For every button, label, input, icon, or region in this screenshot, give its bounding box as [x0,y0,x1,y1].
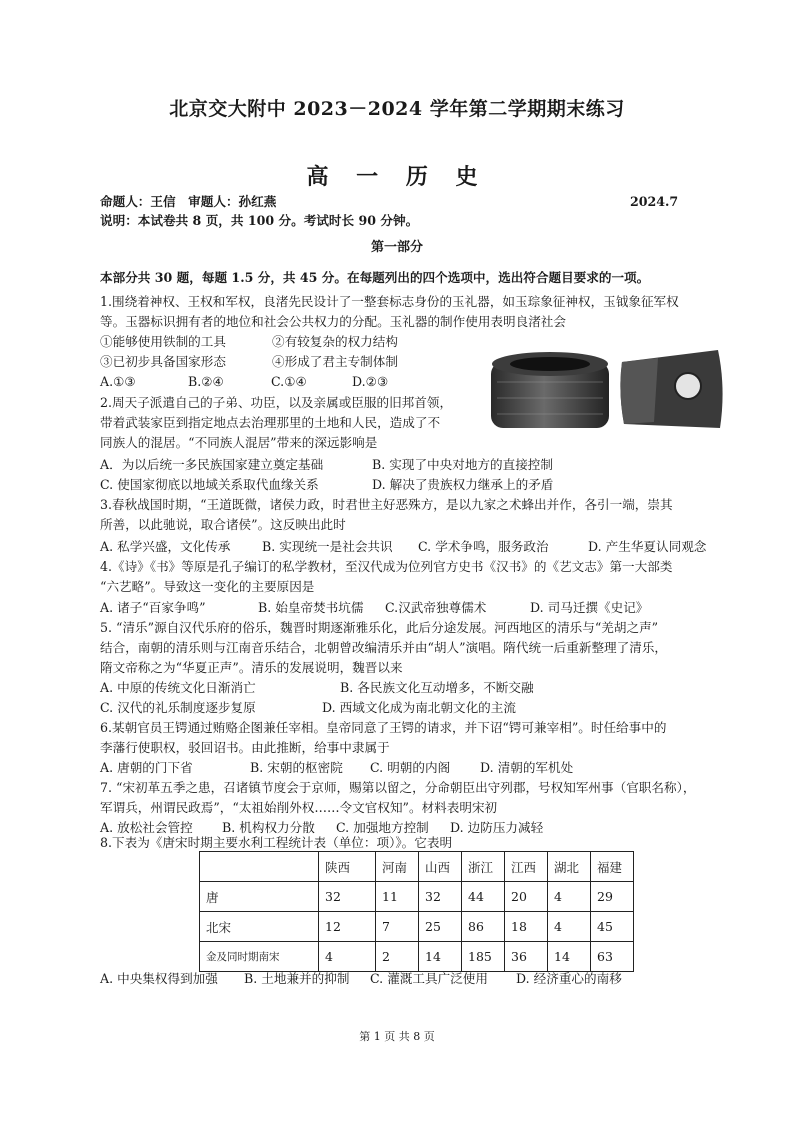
table-cell: 12 [319,912,376,942]
q1-statement-1: ①能够使用铁制的工具 [100,334,226,349]
q1-option-a[interactable]: A.①③ [100,374,136,389]
authors-line: 命题人：王信 审题人：孙红燕 [100,194,277,209]
q1-statement-3: ③已初步具备国家形态 [100,354,226,369]
q4-option-c[interactable]: C.汉武帝独尊儒术 [385,600,487,615]
q1-statement-4: ④形成了君主专制体制 [272,354,398,369]
q1-option-d[interactable]: D.②③ [352,374,389,389]
q6-option-a[interactable]: A. 唐朝的门下省 [100,760,193,775]
q1-stem-line2: 等。玉器标识拥有者的地位和社会公共权力的分配。玉礼器的制作使用表明良渚社会 [100,314,566,329]
q1-stem-line1: 1.围绕着神权、王权和军权，良渚先民设计了一整套标志身份的玉礼器，如玉琮象征神权，玉钺象征军权 [100,294,679,309]
q3-option-a[interactable]: A. 私学兴盛，文化传承 [100,539,231,554]
q1-option-c[interactable]: C.①④ [271,374,307,389]
exam-date: 2024.7 [630,194,679,209]
table-cell: 14 [548,942,591,972]
q5-stem-line3: 隋文帝称之为“华夏正声”。清乐的发展说明，魏晋以来 [100,660,403,675]
q6-option-d[interactable]: D. 清朝的军机处 [480,760,574,775]
q3-option-c[interactable]: C. 学术争鸣，服务政治 [418,539,549,554]
table-cell: 185 [462,942,505,972]
table-header-cell: 福建 [591,852,634,882]
table-header-cell: 河南 [376,852,419,882]
exam-title: 北京交大附中 2023－2024 学年第二学期期末练习 [169,98,625,120]
table-cell: 86 [462,912,505,942]
q8-option-d[interactable]: D. 经济重心的南移 [516,971,622,986]
q7-stem-line1: 7. “宋初革五季之患，召诸镇节度会于京师，赐第以留之，分命朝臣出守列郡，号权知军州事（官职名称）， [100,780,696,795]
q5-option-b[interactable]: B. 各民族文化互动增多，不断交融 [340,680,534,695]
table-row [200,882,634,912]
page-footer: 第 1 页 共 8 页 [359,1030,435,1043]
table-cell: 7 [376,912,419,942]
q5-option-d[interactable]: D. 西域文化成为南北朝文化的主流 [322,700,516,715]
table-cell: 20 [505,882,548,912]
table-header-cell: 山西 [419,852,462,882]
q3-stem-line2: 所善，以此驰说，取合诸侯”。这反映出此时 [100,517,346,532]
q7-option-a[interactable]: A. 放松社会管控 [100,820,193,835]
q7-option-b[interactable]: B. 机构权力分散 [222,820,315,835]
q8-stem: 8.下表为《唐宋时期主要水利工程统计表（单位：项）》。它表明 [100,835,453,850]
q2-stem-line2: 带着武装家臣到指定地点去治理那里的土地和人民，造成了不 [100,415,441,430]
jade-yue-image [618,348,728,432]
q1-option-b[interactable]: B.②④ [188,374,224,389]
table-cell: 4 [548,882,591,912]
table-header-cell: 浙江 [462,852,505,882]
q5-option-a[interactable]: A. 中原的传统文化日渐消亡 [100,680,256,695]
q7-option-c[interactable]: C. 加强地方控制 [336,820,429,835]
table-header-row [200,852,634,882]
q1-statement-2: ②有较复杂的权力结构 [272,334,398,349]
q6-stem-line2: 李藩行使职权，驳回诏书。由此推断，给事中隶属于 [100,740,390,755]
table-header-cell: 江西 [505,852,548,882]
section-instructions: 本部分共 30 题，每题 1.5 分，共 45 分。在每题列出的四个选项中，选出符合题目要求的一项。 [100,270,650,285]
table-cell: 29 [591,882,634,912]
table-header-cell: 陕西 [319,852,376,882]
q2-option-c[interactable]: C. 使国家彻底以地域关系取代血缘关系 [100,477,319,492]
q4-stem-line1: 4.《诗》《书》等原是孔子编订的私学教材，至汉代成为位列官方史书《汉书》的《艺文志》第一大部类 [100,559,673,574]
q2-stem-line1: 2.周天子派遣自己的子弟、功臣，以及亲属或臣服的旧邦首领， [100,395,453,410]
q8-option-b[interactable]: B. 土地兼并的抑制 [244,971,350,986]
q5-option-c[interactable]: C. 汉代的礼乐制度逐步复原 [100,700,256,715]
table-cell: 45 [591,912,634,942]
table-cell: 唐 [200,882,319,912]
q4-option-a[interactable]: A. 诸子“百家争鸣” [100,600,206,615]
table-row [200,912,634,942]
q6-option-c[interactable]: C. 明朝的内阁 [370,760,451,775]
q8-option-c[interactable]: C. 灌溉工具广泛使用 [370,971,488,986]
q2-option-a[interactable]: A．为以后统一多民族国家建立奠定基础 [100,457,324,472]
q7-stem-line2: 军谓兵，州谓民政焉”，“太祖始削外权……令文官权知”。材料表明宋初 [100,800,498,815]
table-cell: 14 [419,942,462,972]
q4-option-d[interactable]: D. 司马迁撰《史记》 [530,600,649,615]
q6-option-b[interactable]: B. 宋朝的枢密院 [250,760,343,775]
table-cell: 44 [462,882,505,912]
table-row [200,942,634,972]
exam-note: 说明：本试卷共 8 页，共 100 分。考试时长 90 分钟。 [100,213,419,228]
part-title: 第一部分 [370,240,423,255]
q2-stem-line3: 同族人的混居。“不同族人混居”带来的深远影响是 [100,435,378,450]
q8-option-a[interactable]: A. 中央集权得到加强 [100,971,218,986]
table-cell: 北宋 [200,912,319,942]
q2-option-d[interactable]: D. 解决了贵族权力继承上的矛盾 [372,477,554,492]
subject-title: 高 一 历 史 [306,164,488,190]
q5-stem-line2: 结合，南朝的清乐则与江南音乐结合，北朝曾改编清乐并由“胡人”演唱。隋代统一后重新整理了清乐， [100,640,668,655]
q7-option-d[interactable]: D. 边防压力减轻 [450,820,544,835]
table-cell: 11 [376,882,419,912]
table-cell: 32 [419,882,462,912]
q3-option-b[interactable]: B. 实现统一是社会共识 [262,539,393,554]
table-cell: 2 [376,942,419,972]
table-cell: 25 [419,912,462,942]
table-cell: 32 [319,882,376,912]
table-cell: 4 [548,912,591,942]
q6-stem-line1: 6.某朝官员王锷通过贿赂企图兼任宰相。皇帝同意了王锷的请求，并下诏“锷可兼宰相”。时任给事中的 [100,720,667,735]
jade-cong-image [485,348,615,432]
table-cell: 18 [505,912,548,942]
table-cell: 4 [319,942,376,972]
table-header-cell [200,852,319,882]
table-cell: 36 [505,942,548,972]
q3-stem-line1: 3.春秋战国时期，“王道既微，诸侯力政，时君世主好恶殊方，是以九家之术蜂出并作，各引一端，崇其 [100,497,673,512]
table-header-cell: 湖北 [548,852,591,882]
q4-option-b[interactable]: B. 始皇帝焚书坑儒 [258,600,364,615]
q5-stem-line1: 5. “清乐”源自汉代乐府的俗乐，魏晋时期逐渐雅乐化，此后分途发展。河西地区的清乐与“羌胡之声” [100,620,659,635]
q3-option-d[interactable]: D. 产生华夏认同观念 [588,539,707,554]
table-cell: 63 [591,942,634,972]
table-cell: 金及同时期南宋 [200,942,319,972]
irrigation-table [199,851,634,972]
q2-option-b[interactable]: B. 实现了中央对地方的直接控制 [372,457,553,472]
q4-stem-line2: “六艺略”。导致这一变化的主要原因是 [100,579,315,594]
